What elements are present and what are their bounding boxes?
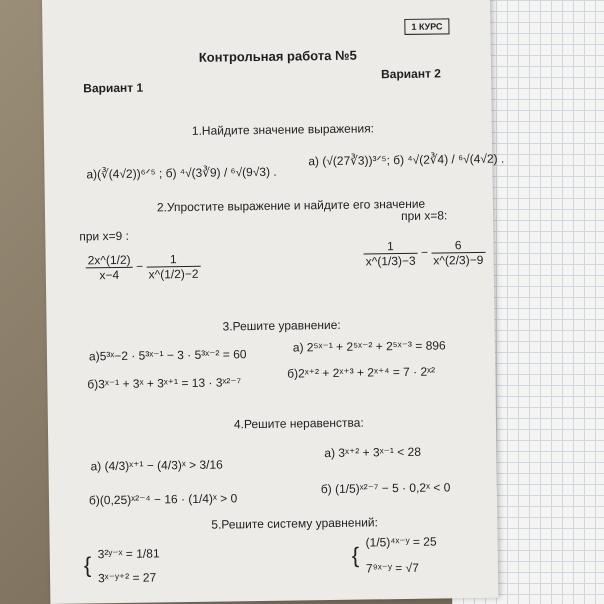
- task2-condition-2: при x=8:: [400, 208, 448, 224]
- system2-brace: {: [351, 542, 360, 568]
- task1-variant1: а)(∛(4√2))⁶ᐟ⁵ ; б) ⁴√(3∛9) / ⁶√(9√3) .: [86, 164, 277, 182]
- task4-variant2-b: б) (1/5)ˣ²⁻⁷ − 5 · 0,2ˣ < 0: [320, 480, 451, 497]
- task4-variant2-a: а) 3ˣ⁺² + 3ˣ⁻¹ < 28: [324, 444, 422, 461]
- expr2-denominator: x^(1/3)−3: [365, 253, 416, 269]
- variant-2-heading: Вариант 2: [380, 66, 442, 82]
- expr1-numerator: 2x^(1/2): [86, 253, 133, 269]
- task1-variant2: а) (√(27∛3))³ᐟ⁵; б) ⁴√(2∛4) / ⁶√(4√2) .: [308, 151, 505, 169]
- test-sheet: [42, 0, 505, 604]
- system1-equation-2: 3ˣ⁻ʸ⁺² = 27: [97, 570, 157, 586]
- course-badge: 1 КУРС: [404, 18, 449, 35]
- task2-expression-1: $\frac{2x\^{}(1/2)}{x-4}$ − $\frac{1}{x\^{}(1/2)-2}$: [87, 252, 199, 283]
- expr1-denominator: x−4: [99, 267, 120, 283]
- task3-heading: 3.Решите уравнение:: [222, 317, 341, 334]
- task4-variant1-b: б)(0,25)ˣ²⁻⁴ − 16 · (1/4)ˣ > 0: [88, 491, 238, 508]
- task3-variant1-a: а)5³ˣ−2 · 5³ˣ⁻¹ − 3 · 5³ˣ⁻² = 60: [88, 347, 247, 364]
- system1-equation-1: 3²ʸ⁻ˣ = 1/81: [97, 546, 160, 562]
- task3-variant2-a: а) 2⁵ˣ⁻¹ + 2⁵ˣ⁻² + 2⁵ˣ⁻³ = 896: [292, 338, 446, 355]
- task2-heading: 2.Упростите выражение и найдите его значение: [156, 196, 426, 215]
- expr2-rest-denominator: x^(2/3)−9: [433, 252, 484, 268]
- variant-1-heading: Вариант 1: [83, 80, 144, 96]
- system2-equation-1: (1/5)⁴ˣ⁻ʸ = 25: [365, 534, 437, 550]
- expr1-rest-denominator: x^(1/2)−2: [148, 266, 199, 282]
- task3-variant1-b: б)3ˣ⁻¹ + 3ˣ + 3ˣ⁺¹ = 13 · 3ˣ²⁻⁷: [87, 375, 242, 392]
- system2-equation-2: 7⁹ˣ⁻ʸ = √7: [365, 560, 419, 576]
- task4-variant1-a: а) (4/3)ˣ⁺¹ − (4/3)ˣ > 3/16: [90, 457, 223, 474]
- page-title: Контрольная работа №5: [198, 47, 357, 65]
- expr2-rest-numerator: 6: [431, 238, 485, 254]
- task3-variant2-b: б)2ˣ⁺² + 2ˣ⁺³ + 2ˣ⁺⁴ = 7 · 2ˣ²: [287, 364, 436, 381]
- task5-heading: 5.Решите систему уравнений:: [211, 515, 379, 532]
- expr1-rest-numerator: 1: [146, 252, 200, 268]
- task2-condition-1: при x=9 :: [79, 228, 129, 244]
- system1-brace: {: [83, 552, 92, 578]
- task1-heading: 1.Найдите значение выражения:: [191, 121, 375, 138]
- task4-heading: 4.Решите неравенства:: [233, 415, 364, 432]
- task2-expression-2: $\frac{1}{x\^{}(1/3)-3}$ − $\frac{6}{x\^{}(2/3)-9}$: [363, 238, 485, 269]
- expr2-numerator: 1: [363, 239, 417, 255]
